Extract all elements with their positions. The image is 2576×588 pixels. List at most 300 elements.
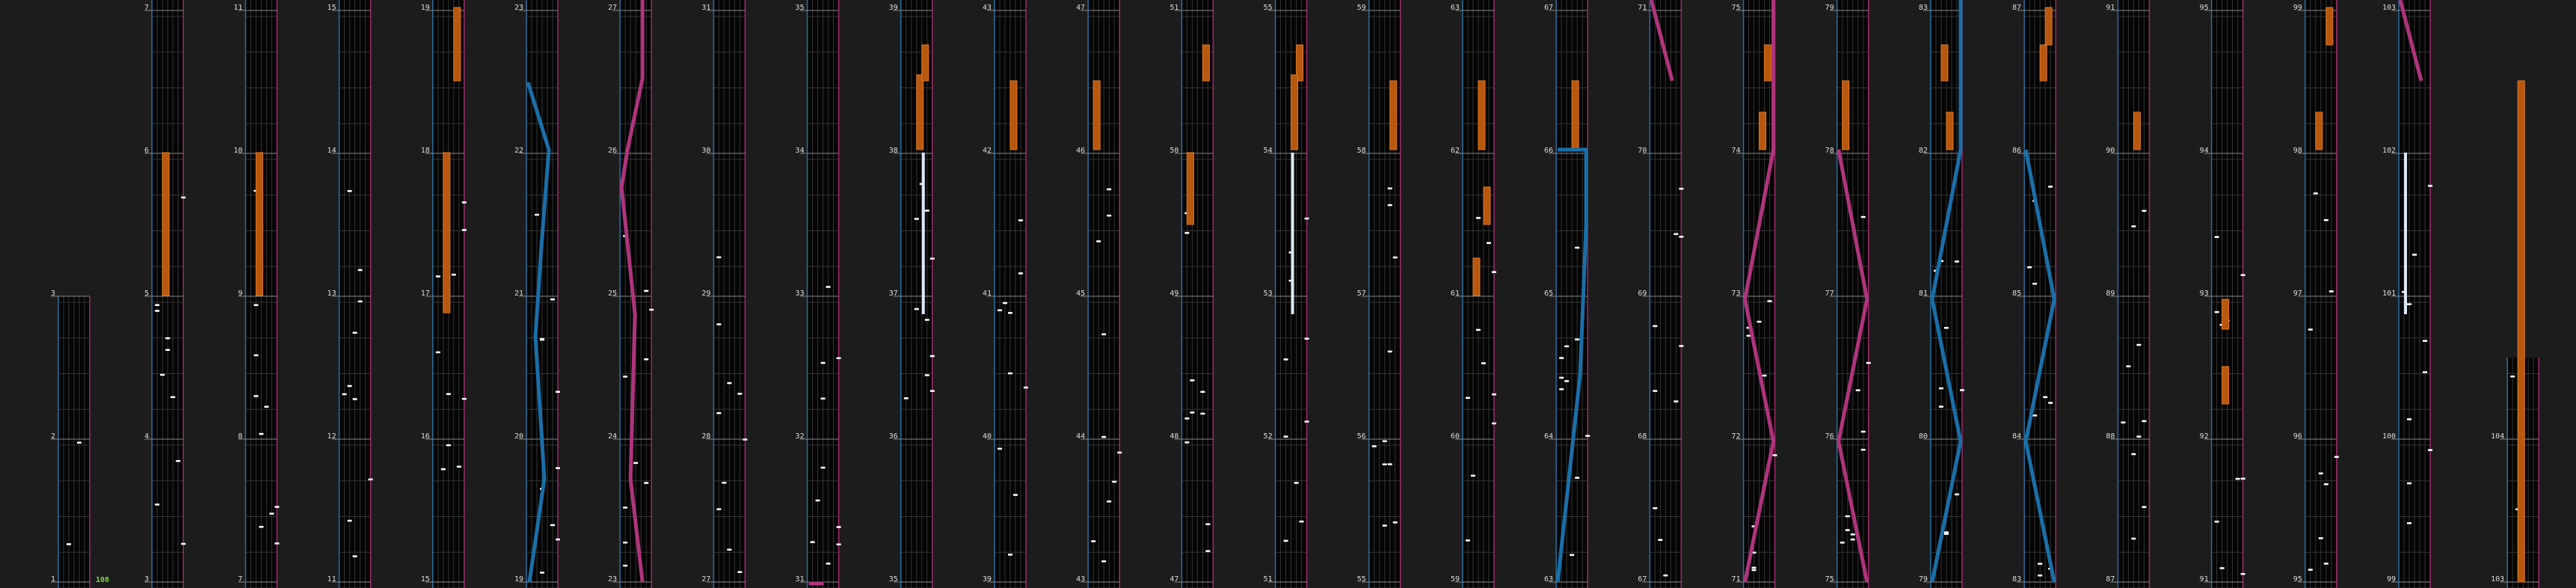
- tap-note: [2038, 575, 2042, 577]
- tap-note: [716, 508, 721, 510]
- measure-number: 16: [420, 432, 430, 441]
- measure-number: 27: [701, 575, 711, 584]
- measure-number: 81: [1918, 290, 1928, 298]
- tap-note: [1294, 482, 1299, 484]
- tap-note: [165, 349, 170, 352]
- tap-note: [1096, 240, 1101, 242]
- hold-note: [2133, 112, 2140, 150]
- measure-number: 67: [1638, 575, 1647, 584]
- tap-note: [369, 479, 373, 481]
- tap-note: [1762, 375, 1767, 377]
- measure-number: 10: [233, 147, 243, 155]
- tap-note: [436, 275, 440, 278]
- tap-note: [1466, 539, 1470, 542]
- tap-note: [2329, 290, 2334, 293]
- measure-number: 29: [701, 290, 711, 298]
- tap-note: [1487, 242, 1491, 245]
- tap-note: [1305, 337, 1309, 340]
- hold-note: [454, 7, 461, 81]
- measure-number: 55: [1263, 4, 1273, 12]
- tap-note: [1861, 216, 1866, 218]
- tap-note: [623, 542, 627, 544]
- measure-number: 91: [2199, 575, 2209, 584]
- tap-note: [1955, 260, 1959, 263]
- measure-number: 52: [1263, 432, 1273, 441]
- tap-note: [358, 269, 363, 272]
- tap-note: [1861, 449, 1866, 451]
- tap-note: [1757, 321, 1762, 323]
- measure-number: 23: [608, 575, 618, 584]
- tap-note: [837, 358, 841, 360]
- measure-number: 40: [982, 432, 992, 441]
- chart-column-26: [2491, 358, 2539, 588]
- hold-note: [1842, 81, 1849, 150]
- tap-note: [556, 391, 560, 393]
- measure-number: 36: [888, 432, 898, 441]
- tap-note: [462, 229, 467, 231]
- hold-note: [1946, 112, 1953, 150]
- measure-number: 5: [144, 290, 150, 298]
- tap-note: [181, 543, 185, 545]
- tap-note: [2324, 563, 2328, 565]
- tap-note: [727, 549, 731, 551]
- hold-note: [1187, 153, 1193, 224]
- tap-note: [1024, 387, 1028, 389]
- measure-number: 38: [888, 147, 898, 155]
- tap-note: [1200, 413, 1205, 415]
- tap-note: [2236, 478, 2240, 480]
- tap-note: [1184, 232, 1189, 234]
- chart-column-20: [1919, 0, 1964, 588]
- measure-number: 7: [144, 4, 150, 12]
- tap-note: [1008, 554, 1012, 556]
- tap-note: [743, 438, 747, 441]
- chart-column-7: [701, 0, 747, 588]
- tap-note: [722, 482, 726, 484]
- measure-number: 98: [2293, 147, 2302, 155]
- tap-note: [644, 290, 648, 293]
- measure-number: 97: [2293, 290, 2302, 298]
- tap-note: [1752, 569, 1756, 572]
- tap-note: [716, 412, 721, 414]
- measure-number: 34: [795, 147, 805, 155]
- measure-number: 17: [420, 290, 430, 298]
- tap-note: [446, 444, 451, 447]
- tap-note: [1653, 390, 1657, 392]
- tap-note: [1008, 312, 1012, 314]
- measure-number: 15: [327, 4, 336, 12]
- tap-note: [716, 257, 721, 259]
- tap-note: [1768, 300, 1772, 302]
- tap-note: [2407, 483, 2411, 485]
- tap-note: [2220, 567, 2225, 569]
- tap-note: [1184, 441, 1189, 444]
- tap-note: [1955, 494, 1959, 496]
- tap-note: [1564, 380, 1569, 382]
- measure-number: 27: [608, 4, 618, 12]
- tap-note: [176, 460, 180, 462]
- tap-note: [1388, 204, 1392, 206]
- measure-number: 92: [2199, 432, 2209, 441]
- tap-note: [348, 190, 352, 192]
- tap-note: [837, 526, 841, 528]
- measure-number: 99: [2293, 4, 2302, 12]
- tap-note: [1476, 217, 1481, 219]
- tap-note: [644, 358, 648, 361]
- tap-note: [1866, 362, 1871, 364]
- measure-number: 35: [888, 575, 898, 584]
- measure-number: 1: [50, 575, 55, 584]
- tap-note: [358, 301, 363, 303]
- measure-number: 21: [514, 290, 523, 298]
- measure-number: 11: [327, 575, 336, 584]
- combo-counter: 108: [96, 576, 110, 584]
- tap-note: [2142, 506, 2146, 509]
- tap-note: [77, 441, 82, 444]
- tap-note: [737, 571, 742, 573]
- tap-note: [1944, 327, 1949, 329]
- tap-note: [1284, 435, 1288, 438]
- tap-note: [1305, 420, 1309, 423]
- tap-note: [1284, 358, 1288, 361]
- measure-number: 2: [50, 432, 55, 441]
- tap-note: [925, 209, 929, 212]
- tap-note: [160, 374, 165, 376]
- tap-note: [930, 390, 935, 392]
- measure-number: 103: [2382, 4, 2396, 12]
- measure-number: 12: [327, 432, 336, 441]
- hold-note: [162, 153, 169, 295]
- measure-number: 83: [2012, 575, 2022, 584]
- tap-note: [1939, 405, 1943, 408]
- tap-note: [1939, 388, 1943, 390]
- measure-number: 44: [1076, 432, 1086, 441]
- tap-note: [1393, 521, 1398, 524]
- tap-note: [925, 374, 929, 376]
- measure-number: 6: [144, 147, 150, 155]
- measure-number: 87: [2106, 575, 2115, 584]
- tap-note: [2136, 435, 2141, 438]
- measure-number: 86: [2012, 147, 2022, 155]
- long-note-bar: [922, 153, 925, 314]
- chart-column-24: [2293, 0, 2339, 588]
- measure-number: 37: [888, 290, 898, 298]
- tap-note: [2027, 266, 2032, 269]
- tap-note: [1476, 329, 1481, 331]
- tap-note: [1200, 391, 1205, 393]
- measure-number: 42: [982, 147, 992, 155]
- tap-note: [1117, 452, 1122, 454]
- chart-column-0: [51, 290, 90, 588]
- chart-column-13: [1264, 0, 1309, 588]
- tap-note: [1492, 423, 1496, 425]
- chart-column-18: [1732, 0, 1777, 588]
- measure-number: 88: [2106, 432, 2115, 441]
- measure-number: 66: [1544, 147, 1554, 155]
- tap-note: [1851, 533, 1855, 536]
- tap-note: [2215, 521, 2219, 523]
- measure-number: 96: [2293, 432, 2302, 441]
- tap-note: [2241, 274, 2245, 276]
- measure-number: 20: [514, 432, 523, 441]
- hold-note: [1093, 81, 1100, 150]
- tap-note: [353, 332, 357, 334]
- measure-number: 25: [608, 290, 618, 298]
- tap-note: [716, 323, 721, 325]
- tap-note: [535, 214, 539, 216]
- tap-note: [904, 397, 909, 399]
- tap-note: [1840, 542, 1845, 544]
- measure-number: 9: [238, 290, 243, 298]
- tap-note: [550, 524, 555, 527]
- measure-number: 55: [1356, 575, 1366, 584]
- long-note-bar: [1291, 153, 1294, 314]
- hold-note: [1759, 112, 1766, 150]
- tap-note: [816, 500, 820, 502]
- tap-note: [181, 197, 185, 199]
- tap-note: [2142, 420, 2146, 423]
- tap-note: [540, 338, 544, 340]
- measure-number: 93: [2199, 290, 2209, 298]
- tap-note: [2043, 396, 2047, 399]
- hold-note: [2518, 81, 2524, 582]
- chart-column-3: [328, 0, 373, 588]
- tap-note: [633, 462, 638, 465]
- measure-number: 7: [238, 575, 243, 584]
- measure-number: 104: [2491, 432, 2505, 441]
- tap-note: [1383, 524, 1387, 527]
- tap-note: [342, 393, 347, 396]
- tap-note: [1091, 540, 1095, 542]
- tap-note: [1107, 189, 1111, 191]
- measure-number: 75: [1731, 4, 1741, 12]
- tap-note: [259, 526, 263, 528]
- measure-number: 80: [1918, 432, 1928, 441]
- tap-note: [1663, 575, 1667, 577]
- tap-note: [2407, 522, 2411, 524]
- tap-note: [556, 539, 560, 541]
- tap-note: [274, 542, 279, 545]
- chart-column-21: [2012, 0, 2056, 588]
- tap-note: [1003, 302, 1007, 304]
- measure-number: 8: [238, 432, 243, 441]
- measure-number: 72: [1731, 432, 1741, 441]
- tap-note: [2428, 449, 2432, 451]
- measure-number: 61: [1450, 290, 1460, 298]
- tap-note: [540, 572, 544, 574]
- measure-number: 89: [2106, 290, 2115, 298]
- tap-note: [1393, 257, 1398, 259]
- tap-note: [1570, 554, 1574, 557]
- tap-note: [155, 310, 159, 312]
- tap-note: [1101, 436, 1106, 438]
- tap-note: [1575, 477, 1579, 479]
- tap-note: [1008, 373, 1012, 375]
- tap-note: [1845, 515, 1850, 518]
- measure-number: 63: [1450, 4, 1460, 12]
- tap-note: [925, 319, 929, 321]
- tap-note: [2334, 456, 2339, 459]
- tap-note: [2131, 538, 2136, 540]
- hold-note: [2045, 7, 2052, 45]
- measure-number: 69: [1638, 290, 1647, 298]
- tap-note: [165, 337, 170, 340]
- measure-number: 39: [982, 575, 992, 584]
- tap-note: [914, 218, 919, 220]
- measure-number: 51: [1169, 4, 1179, 12]
- measure-number: 83: [1918, 4, 1928, 12]
- hold-note: [1765, 45, 1771, 81]
- measure-number: 84: [2012, 432, 2022, 441]
- tap-note: [2038, 563, 2042, 565]
- measure-number: 26: [608, 147, 618, 155]
- tap-note: [1190, 379, 1194, 382]
- measure-number: 31: [795, 575, 805, 584]
- tap-note: [821, 467, 826, 469]
- tap-note: [1018, 272, 1023, 275]
- tap-note: [1471, 475, 1475, 477]
- measure-number: 51: [1263, 575, 1273, 584]
- measure-number: 79: [1918, 575, 1928, 584]
- hold-note: [1478, 81, 1485, 150]
- tap-note: [155, 503, 159, 506]
- chart-column-8: [796, 0, 841, 588]
- tap-note: [1944, 533, 1949, 535]
- tap-note: [821, 398, 826, 400]
- tap-note: [253, 304, 258, 307]
- tap-note: [2308, 328, 2313, 331]
- tap-note: [2142, 210, 2146, 212]
- measure-number: 67: [1544, 4, 1554, 12]
- measure-number: 59: [1450, 575, 1460, 584]
- hold-note: [2040, 45, 2047, 81]
- measure-number: 62: [1450, 147, 1460, 155]
- tap-note: [436, 352, 440, 354]
- measure-number: 43: [982, 4, 992, 12]
- measure-number: 50: [1169, 147, 1179, 155]
- tap-note: [826, 563, 831, 565]
- measure-number: 64: [1544, 432, 1554, 441]
- hold-note: [443, 153, 450, 313]
- measure-number: 103: [2491, 575, 2505, 584]
- tap-note: [1388, 188, 1392, 190]
- measure-number: 22: [514, 147, 523, 155]
- tap-note: [2032, 414, 2037, 417]
- measure-number: 73: [1731, 290, 1741, 298]
- tap-note: [253, 355, 258, 357]
- tap-note: [155, 304, 159, 306]
- tap-note: [1851, 539, 1855, 541]
- tap-note: [1205, 550, 1210, 552]
- tap-note: [1284, 540, 1288, 542]
- tap-note: [649, 309, 654, 311]
- tap-note: [1492, 393, 1496, 396]
- measure-number: 82: [1918, 147, 1928, 155]
- measure-number: 23: [514, 4, 523, 12]
- tap-note: [1575, 247, 1579, 249]
- tap-note: [1205, 524, 1210, 526]
- tap-note: [1372, 445, 1377, 447]
- chart-column-9: [889, 0, 935, 588]
- tap-note: [737, 393, 742, 395]
- tap-note: [1388, 463, 1392, 465]
- measure-number: 39: [888, 4, 898, 12]
- tap-note: [170, 396, 175, 399]
- chart-column-12: [1169, 0, 1213, 588]
- tap-note: [259, 433, 263, 435]
- measure-number: 33: [795, 290, 805, 298]
- hold-note: [1010, 81, 1017, 150]
- measure-number: 24: [608, 432, 618, 441]
- tap-note: [353, 555, 357, 557]
- tap-note: [274, 506, 279, 508]
- tap-note: [2428, 185, 2432, 187]
- tap-note: [457, 466, 461, 468]
- measure-number: 19: [420, 4, 430, 12]
- measure-number: 19: [514, 575, 523, 584]
- hold-note: [1390, 81, 1397, 150]
- tap-note: [1773, 454, 1777, 456]
- measure-number: 76: [1825, 432, 1834, 441]
- tap-note: [2241, 478, 2245, 480]
- measure-number: 74: [1731, 147, 1741, 155]
- measure-number: 60: [1450, 432, 1460, 441]
- hold-note: [256, 153, 262, 295]
- measure-number: 70: [1638, 147, 1647, 155]
- tap-note: [2121, 421, 2125, 423]
- measure-number: 56: [1356, 432, 1366, 441]
- tap-note: [930, 257, 935, 260]
- tap-note: [2241, 573, 2245, 575]
- measure-number: 75: [1825, 575, 1834, 584]
- tap-note: [1673, 400, 1678, 402]
- measure-number: 95: [2199, 4, 2209, 12]
- measure-number: 4: [144, 432, 150, 441]
- tap-note: [2319, 473, 2323, 475]
- tap-note: [264, 405, 268, 408]
- measure-number: 35: [795, 4, 805, 12]
- hold-note: [2222, 367, 2229, 404]
- tap-note: [2407, 418, 2411, 420]
- tap-note: [2407, 303, 2411, 305]
- measure-number: 87: [2012, 4, 2022, 12]
- hold-note: [2326, 7, 2333, 45]
- long-note-bar: [2404, 153, 2407, 314]
- tap-note: [1752, 567, 1756, 569]
- tap-note: [441, 468, 446, 471]
- measure-number: 71: [1731, 575, 1741, 584]
- tap-note: [1305, 218, 1309, 220]
- tap-note: [644, 482, 648, 484]
- measure-number: 91: [2106, 4, 2115, 12]
- tap-note: [2412, 254, 2417, 256]
- tap-note: [1960, 389, 1964, 391]
- tap-note: [811, 541, 815, 543]
- measure-number: 94: [2199, 147, 2209, 155]
- tap-note: [1383, 441, 1387, 443]
- chart-column-22: [2106, 0, 2149, 588]
- measure-number: 46: [1076, 147, 1086, 155]
- hold-note: [2222, 299, 2229, 329]
- measure-number: 57: [1356, 290, 1366, 298]
- hold-note: [1941, 45, 1948, 81]
- tap-note: [2126, 365, 2130, 367]
- measure-number: 43: [1076, 575, 1086, 584]
- measure-number: 14: [327, 147, 336, 155]
- tap-note: [1190, 411, 1194, 414]
- measure-number: 78: [1825, 147, 1834, 155]
- tap-note: [446, 393, 451, 396]
